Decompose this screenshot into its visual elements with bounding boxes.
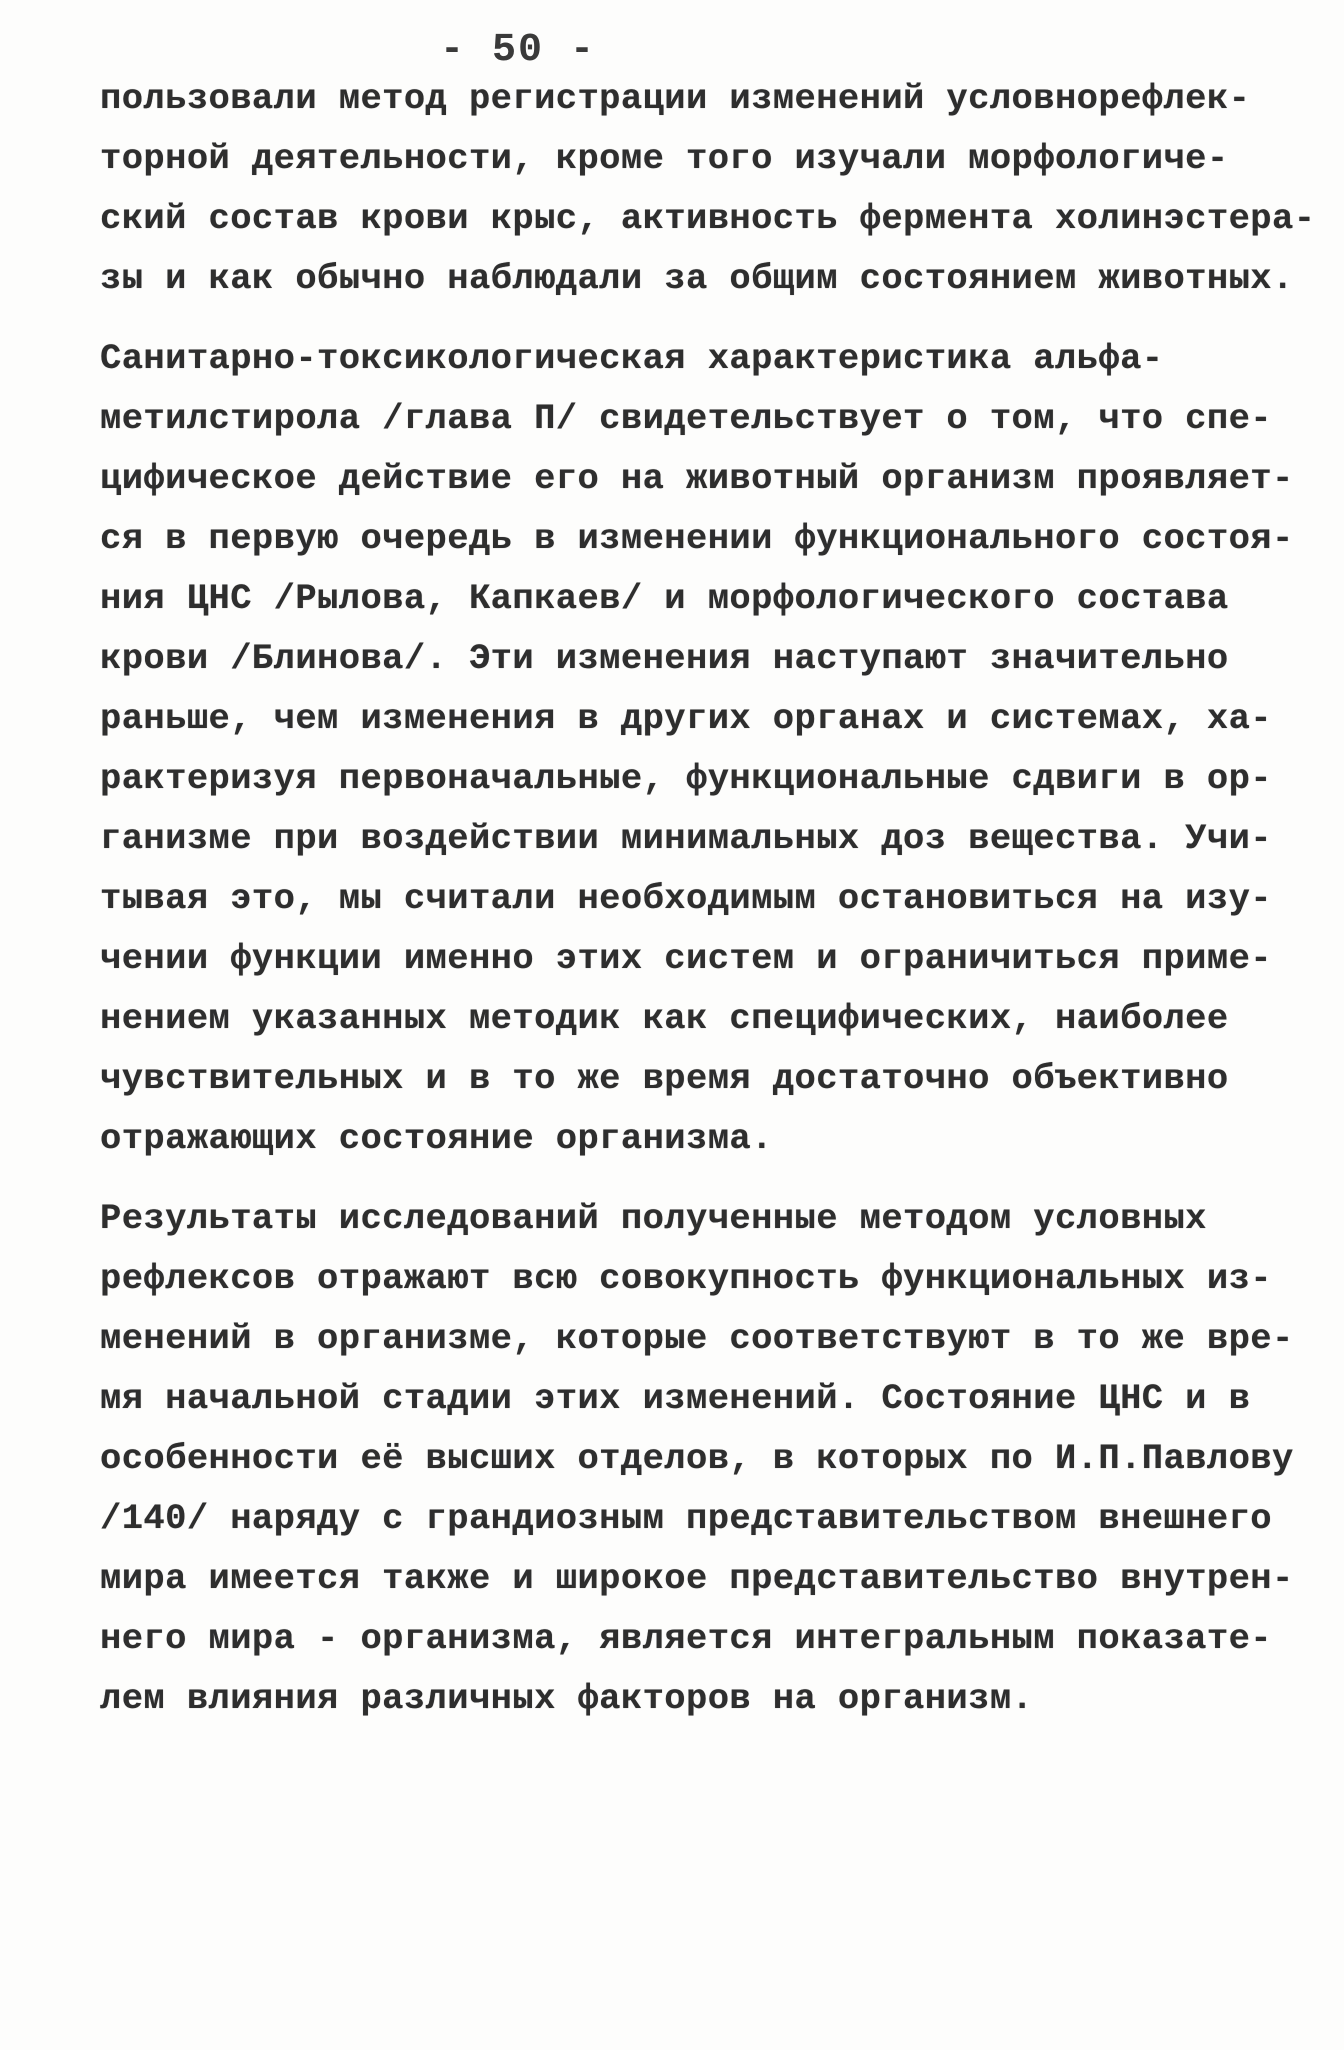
text-line: особенности её высших отделов, в которых по И.П.Павлову — [100, 1438, 1294, 1479]
text-line: рефлексов отражают всю совокупность функциональных из- — [100, 1258, 1272, 1299]
text-line: него мира - организма, является интегральным показате- — [100, 1618, 1272, 1659]
text-line: пользовали метод регистрации изменений условнорефлек- — [100, 78, 1251, 119]
text-line: метилстирола /глава П/ свидетельствует о том, что спе- — [100, 398, 1272, 439]
text-line: мира имеется также и широкое представительство внутрен- — [100, 1558, 1294, 1599]
text-line: раньше, чем изменения в других органах и системах, ха- — [100, 698, 1272, 739]
text-line: крови /Блинова/. Эти изменения наступают значительно — [100, 638, 1229, 679]
text-line: рактеризуя первоначальные, функциональные сдвиги в ор- — [100, 758, 1272, 799]
text-line: зы и как обычно наблюдали за общим состоянием животных. — [100, 258, 1294, 299]
text-line: цифическое действие его на животный организм проявляет- — [100, 458, 1294, 499]
text-line: Результаты исследований полученные методом условных — [100, 1198, 1207, 1239]
text-line: ский состав крови крыс, активность фермента холинэстера- — [100, 198, 1316, 239]
text-line: менений в организме, которые соответствуют в то же вре- — [100, 1318, 1294, 1359]
text-line: чении функции именно этих систем и ограничиться приме- — [100, 938, 1272, 979]
text-line: тывая это, мы считали необходимым остановиться на изу- — [100, 878, 1272, 919]
text-line: /140/ наряду с грандиозным представительством внешнего — [100, 1498, 1272, 1539]
text-line: чувствительных и в то же время достаточно объективно — [100, 1058, 1229, 1099]
text-line: мя начальной стадии этих изменений. Состояние ЦНС и в — [100, 1378, 1251, 1419]
text-line: лем влияния различных факторов на организм. — [100, 1678, 1034, 1719]
text-line: отражающих состояние организма. — [100, 1118, 773, 1159]
text-line: Санитарно-токсикологическая характеристика альфа- — [100, 338, 1164, 379]
text-line: ся в первую очередь в изменении функционального состоя- — [100, 518, 1294, 559]
text-line: ния ЦНС /Рылова, Капкаев/ и морфологического состава — [100, 578, 1229, 619]
text-line: торной деятельности, кроме того изучали морфологиче- — [100, 138, 1229, 179]
page-number: - 50 - — [440, 28, 597, 73]
text-line: нением указанных методик как специфических, наиболее — [100, 998, 1229, 1039]
text-line: ганизме при воздействии минимальных доз вещества. Учи- — [100, 818, 1272, 859]
